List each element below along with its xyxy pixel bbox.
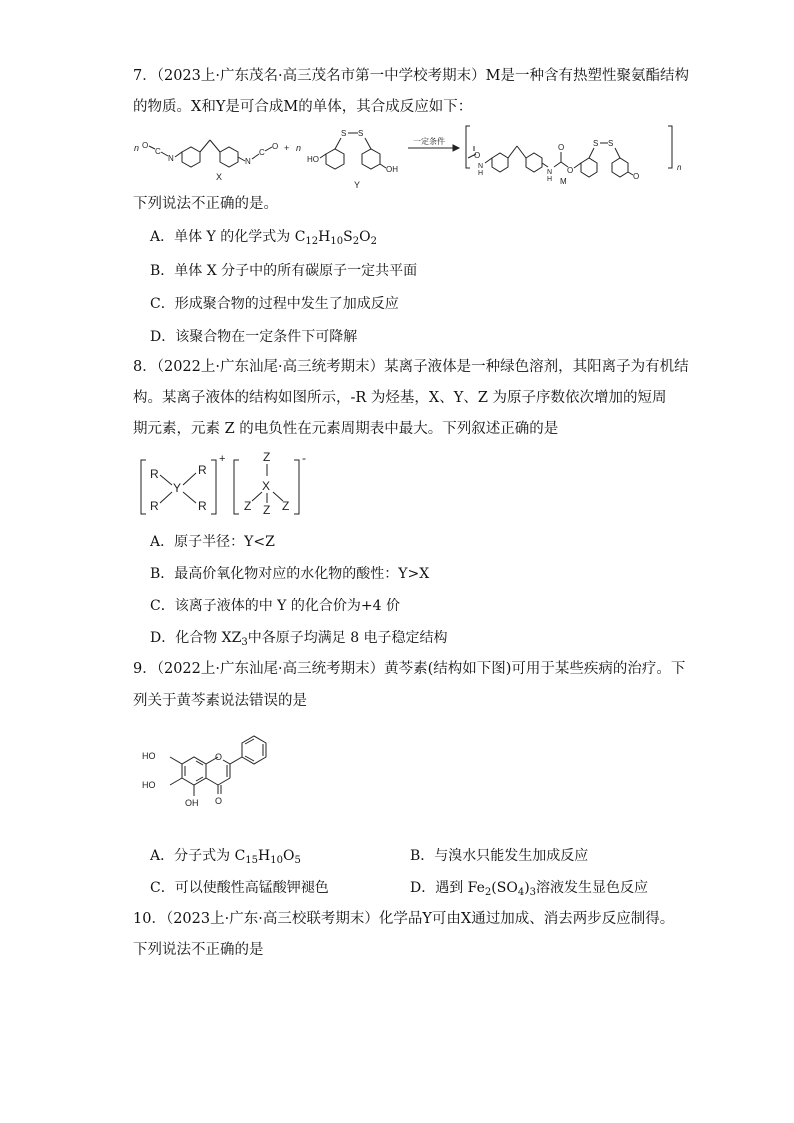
cation-charge: + bbox=[219, 453, 226, 465]
q7-reaction-scheme bbox=[128, 118, 688, 190]
q7-line-1 bbox=[133, 66, 689, 86]
m-o-2: O bbox=[558, 143, 565, 152]
q8-line-1 bbox=[133, 357, 689, 377]
q7-option-d[interactable]: D．该聚合物在一定条件下可降解 bbox=[150, 329, 358, 345]
q7-prompt: 下列说法不正确的是。 bbox=[133, 196, 278, 212]
anion-z-right: Z bbox=[282, 499, 290, 513]
m-s-1: S bbox=[593, 139, 599, 148]
q7-source: （2023上·广东茂名·高三茂名市第一中学校考期末） bbox=[156, 68, 486, 84]
cation-r-4: R bbox=[198, 499, 207, 513]
q9-sub-3: 3 bbox=[529, 887, 537, 898]
q8-option-c[interactable]: C．该离子液体的中 Y 的化合价为+4 价 bbox=[150, 598, 400, 614]
q8-option-d-text: D．化合物 XZ bbox=[150, 630, 242, 646]
q7-option-b[interactable]: B．单体 X 分子中的所有碳原子一定共平面 bbox=[150, 263, 418, 279]
q7-line-2 bbox=[133, 97, 472, 117]
q7-option-a[interactable] bbox=[150, 227, 377, 252]
q9-option-b[interactable]: B．与溴水只能发生加成反应 bbox=[410, 848, 589, 864]
label-y: Y bbox=[354, 180, 361, 190]
q7-formula-c: C bbox=[294, 229, 306, 245]
q8-line-2: 构。某离子液体的结构如图所示，-R 为烃基，X、Y、Z 为原子序数依次增加的短周 bbox=[133, 390, 667, 406]
m-o-4: O bbox=[633, 172, 640, 181]
x-o-left: O bbox=[142, 141, 149, 150]
q9-formula-c: C bbox=[234, 848, 246, 864]
q10-line-2: 下列说法不正确的是 bbox=[133, 942, 264, 958]
q7-option-c[interactable]: C．形成聚合物的过程中发生了加成反应 bbox=[150, 296, 399, 312]
q7-sub-12: 12 bbox=[305, 236, 319, 247]
m-benzene-ring-3 bbox=[581, 158, 597, 177]
m-benzene-ring-2 bbox=[526, 153, 542, 172]
q9-sub-10: 10 bbox=[270, 855, 283, 866]
q10-stem-1: 化学品Y可由X通过加成、消去两步反应制得。 bbox=[378, 911, 675, 927]
q10-line-1 bbox=[133, 909, 674, 929]
q8-stem-1: 某离子液体是一种绿色溶剂，其阳离子为有机结 bbox=[384, 359, 689, 375]
x-o-right: O bbox=[272, 142, 279, 151]
y-benzene-ring-1 bbox=[326, 149, 344, 169]
q7-sub-2b: 2 bbox=[370, 236, 377, 247]
m-n-1: N bbox=[478, 163, 484, 170]
anion-z-left: Z bbox=[244, 499, 252, 513]
q9-sub-4: 4 bbox=[517, 887, 525, 898]
plus-sign: + bbox=[284, 143, 290, 153]
oh-7: HO bbox=[142, 751, 156, 761]
x-n-right: N bbox=[245, 157, 251, 166]
q9-baicalein-structure bbox=[140, 730, 290, 825]
oh-5: OH bbox=[185, 798, 199, 808]
q8-option-d-text-2: 中各原子均满足 8 电子稳定结构 bbox=[247, 630, 448, 646]
x-benzene-ring-1 bbox=[182, 147, 200, 167]
m-o-3: O bbox=[567, 166, 574, 175]
m-o-1: O bbox=[474, 151, 481, 160]
q9-sub-5: 5 bbox=[294, 855, 301, 866]
q9-option-d-text: D．遇到 Fe bbox=[410, 880, 485, 896]
q9-option-c[interactable]: C．可以使酸性高锰酸钾褪色 bbox=[150, 880, 329, 896]
q7-stem-2: 的物质。X和Y是可合成M的单体，其合成反应如下： bbox=[133, 99, 473, 115]
q7-formula-o: O bbox=[359, 229, 371, 245]
label-m: M bbox=[560, 177, 567, 186]
q7-formula-h: H bbox=[318, 229, 331, 245]
q8-source: （2022上·广东汕尾·高三统考期末） bbox=[156, 359, 385, 375]
q10-source: （2023上·广东·高三校联考期末） bbox=[165, 911, 379, 927]
q8-line-3: 期元素，元素 Z 的电负性在元素周期表中最大。下列叙述正确的是 bbox=[133, 421, 559, 437]
m-benzene-ring-4 bbox=[612, 158, 628, 177]
oh-6: HO bbox=[142, 780, 156, 790]
anion-charge: - bbox=[302, 451, 306, 465]
q9-formula-h: H bbox=[258, 848, 271, 864]
q7-sub-2a: 2 bbox=[352, 236, 360, 247]
q8-ion-structure bbox=[136, 448, 316, 520]
q9-option-d[interactable] bbox=[410, 878, 648, 903]
m-repeat-n: n bbox=[677, 163, 682, 172]
cation-y: Y bbox=[173, 481, 182, 495]
q9-line-1 bbox=[133, 659, 685, 679]
cation-r-3: R bbox=[150, 499, 159, 513]
x-coefficient: n bbox=[134, 143, 140, 153]
y-coefficient: n bbox=[296, 143, 302, 153]
m-h-2: H bbox=[547, 176, 553, 183]
q10-number: 10． bbox=[133, 911, 166, 927]
y-benzene-ring-2 bbox=[362, 149, 380, 169]
q9-sub-15: 15 bbox=[245, 855, 259, 866]
q8-number: 8． bbox=[133, 359, 157, 375]
ring-b bbox=[242, 736, 266, 764]
m-s-2: S bbox=[608, 139, 614, 148]
q7-stem-1: M是一种含有热塑性聚氨酯结构 bbox=[485, 68, 689, 84]
carbonyl-oxygen: O bbox=[215, 796, 223, 806]
q9-so-text: (SO bbox=[491, 880, 518, 896]
q9-option-d-text-2: 溶液发生显色反应 bbox=[536, 880, 649, 896]
q8-option-b[interactable]: B．最高价氧化物对应的水化物的酸性：Y>X bbox=[150, 566, 430, 582]
anion-x: X bbox=[262, 479, 271, 493]
q9-stem-1: 黄芩素(结构如下图)可用于某些疾病的治疗。下 bbox=[384, 661, 686, 677]
anion-z-bottom: Z bbox=[263, 503, 271, 517]
ring-a bbox=[182, 757, 206, 785]
m-n-2: N bbox=[547, 169, 553, 176]
cation-r-2: R bbox=[198, 463, 207, 477]
x-benzene-ring-2 bbox=[220, 147, 238, 167]
x-c-left: C bbox=[155, 147, 161, 156]
x-c-right: C bbox=[259, 148, 265, 157]
y-ho: HO bbox=[307, 155, 319, 164]
q9-source: （2022上·广东汕尾·高三统考期末） bbox=[156, 661, 385, 677]
q8-sub-3: 3 bbox=[241, 637, 248, 648]
x-n-left: N bbox=[168, 154, 174, 163]
q9-formula-o: O bbox=[282, 848, 295, 864]
y-s-1: S bbox=[341, 129, 347, 138]
cation-r-1: R bbox=[150, 467, 159, 481]
q7-formula-s: S bbox=[343, 229, 353, 245]
m-benzene-ring-1 bbox=[492, 153, 508, 172]
reaction-condition: 一定条件 bbox=[413, 137, 445, 146]
anion-z-top: Z bbox=[263, 450, 271, 464]
q9-option-a[interactable] bbox=[150, 846, 301, 871]
q7-sub-10: 10 bbox=[330, 236, 344, 247]
m-h-1: H bbox=[478, 170, 484, 177]
ring-oxygen: O bbox=[215, 752, 223, 762]
q8-option-a[interactable]: A．原子半径：Y<Z bbox=[150, 534, 275, 550]
q9-number: 9． bbox=[133, 661, 157, 677]
q8-option-d[interactable] bbox=[150, 628, 448, 653]
y-oh: OH bbox=[386, 165, 398, 174]
label-x: X bbox=[216, 172, 223, 182]
q9-option-a-text: A．分子式为 bbox=[150, 848, 235, 864]
q9-paren: ) bbox=[524, 880, 530, 896]
q7-option-a-text: A．单体 Y 的化学式为 bbox=[150, 229, 295, 245]
q7-number: 7． bbox=[133, 68, 157, 84]
q9-sub-2: 2 bbox=[484, 887, 492, 898]
y-s-2: S bbox=[358, 129, 364, 138]
q9-line-2: 列关于黄芩素说法错误的是 bbox=[133, 693, 307, 709]
